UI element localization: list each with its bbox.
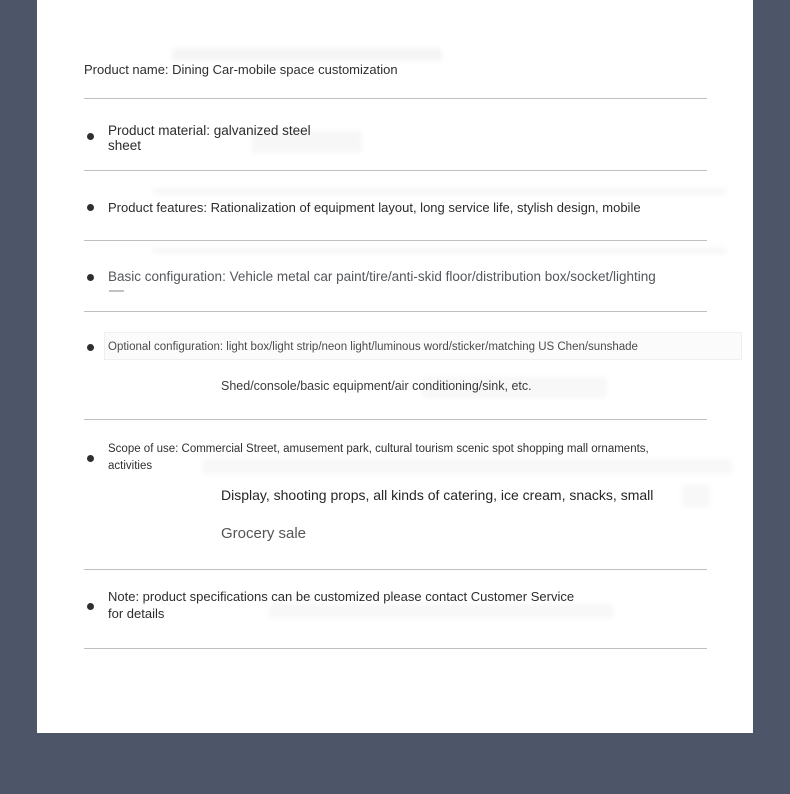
product-name-text: Product name: Dining Car-mobile space customization bbox=[84, 62, 398, 77]
bullet-icon bbox=[87, 204, 94, 211]
section-divider bbox=[84, 240, 707, 241]
basic-configuration-text: Basic configuration: Vehicle metal car paint/tire/anti-skid floor/distribution box/socket/lighting bbox=[108, 269, 656, 284]
section-divider bbox=[84, 648, 707, 649]
ghost-artifact bbox=[152, 188, 727, 195]
scope-of-use-continued-text: Display, shooting props, all kinds of catering, ice cream, snacks, small bbox=[221, 487, 654, 503]
section-divider bbox=[84, 311, 707, 312]
bullet-icon bbox=[87, 133, 94, 140]
section-divider bbox=[84, 419, 707, 420]
optional-configuration-continued-text: Shed/console/basic equipment/air conditioning/sink, etc. bbox=[221, 379, 532, 393]
section-divider bbox=[84, 170, 707, 171]
product-detail-card bbox=[37, 0, 753, 733]
ghost-artifact bbox=[152, 247, 727, 254]
section-divider bbox=[84, 98, 707, 99]
ghost-artifact bbox=[682, 485, 710, 507]
scope-of-use-continued-text-2: Grocery sale bbox=[221, 525, 307, 542]
product-material-text: Product material: galvanized steel sheet bbox=[108, 123, 311, 153]
ghost-artifact bbox=[109, 290, 124, 292]
product-features-text: Product features: Rationalization of equipment layout, long service life, stylish design, mobile bbox=[108, 200, 641, 215]
bullet-icon bbox=[87, 603, 94, 610]
bullet-icon bbox=[87, 274, 94, 281]
optional-configuration-text: Optional configuration: light box/light strip/neon light/luminous word/sticker/matching US Chen/sunshade bbox=[108, 341, 638, 353]
scope-of-use-text: Scope of use: Commercial Street, amusement park, cultural tourism scenic spot shopping mall ornaments, activities bbox=[108, 443, 649, 472]
section-divider bbox=[84, 569, 707, 570]
bullet-icon bbox=[87, 455, 94, 462]
bullet-icon bbox=[87, 344, 94, 351]
note-text: Note: product specifications can be customized please contact Customer Service for details bbox=[108, 589, 575, 621]
ghost-artifact bbox=[172, 48, 442, 61]
